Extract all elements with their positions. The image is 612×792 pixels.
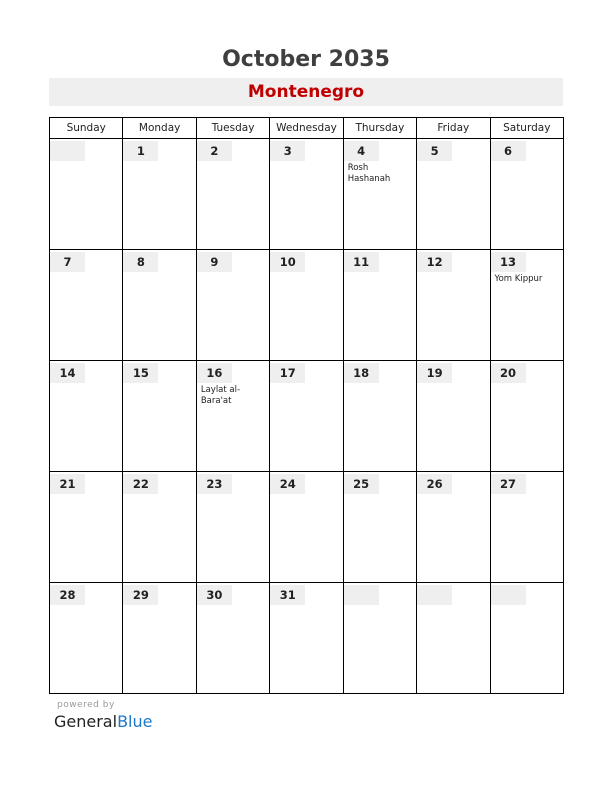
day-cell [196,139,269,250]
country-name: Montenegro [247,82,365,102]
day-number: 23 [197,474,232,494]
week-row [50,250,564,361]
day-cell [417,250,490,361]
day-cell [123,361,196,472]
holiday-label: Yom Kippur [494,274,543,284]
day-cell [490,139,563,250]
day-number: 10 [270,252,305,272]
weekday-header: Thursday [343,118,416,139]
day-cell [50,139,123,250]
day-number: 21 [50,474,85,494]
week-row [50,139,564,250]
day-cell [343,139,416,250]
day-cell [417,139,490,250]
day-number: 2 [197,141,232,161]
holiday-label: Laylat al- Bara'at [200,385,241,406]
day-number: 27 [491,474,526,494]
day-number: 9 [197,252,232,272]
weekday-header: Tuesday [196,118,269,139]
week-row [50,583,564,694]
week-row [50,361,564,472]
day-number: 13 [491,252,526,272]
powered-by-text: powered by [57,700,115,710]
day-number [50,141,85,161]
day-number: 20 [491,363,526,383]
day-number: 26 [417,474,452,494]
day-number: 18 [344,363,379,383]
day-number [344,585,379,605]
day-number: 22 [123,474,158,494]
day-cell [417,361,490,472]
day-cell [270,139,343,250]
day-number: 17 [270,363,305,383]
day-number: 29 [123,585,158,605]
day-number: 14 [50,363,85,383]
day-cell [343,361,416,472]
day-cell [270,583,343,694]
day-cell [196,361,269,472]
day-cell [123,250,196,361]
holiday-label: Rosh Hashanah [347,163,391,184]
day-number [417,585,452,605]
weekday-header: Friday [417,118,490,139]
country-banner [49,78,563,106]
weekday-header: Wednesday [270,118,343,139]
day-cell [343,472,416,583]
day-number: 8 [123,252,158,272]
day-cell [196,583,269,694]
week-row [50,472,564,583]
weekday-header-row [50,118,564,139]
day-number: 16 [197,363,232,383]
day-number: 3 [270,141,305,161]
day-cell [343,250,416,361]
weekday-header: Sunday [50,118,123,139]
day-number: 6 [491,141,526,161]
brand-name-general: General [54,712,118,731]
day-cell [50,361,123,472]
weekday-header: Monday [123,118,196,139]
day-number: 25 [344,474,379,494]
day-cell [123,583,196,694]
brand-name-blue: Blue [117,712,153,731]
page-title: October 2035 [222,47,390,72]
day-cell [123,139,196,250]
day-cell [196,472,269,583]
day-cell [343,583,416,694]
day-number: 11 [344,252,379,272]
day-number: 31 [270,585,305,605]
day-number: 7 [50,252,85,272]
day-cell [123,472,196,583]
day-cell [490,361,563,472]
day-number: 15 [123,363,158,383]
brand-logo[interactable] [54,712,152,731]
day-number: 4 [344,141,379,161]
day-number [491,585,526,605]
day-cell [417,472,490,583]
day-cell [490,250,563,361]
day-number: 30 [197,585,232,605]
day-cell [270,361,343,472]
day-cell [270,472,343,583]
weekday-header: Saturday [490,118,563,139]
calendar-grid [49,117,564,694]
day-cell [50,583,123,694]
day-number: 5 [417,141,452,161]
day-cell [50,250,123,361]
day-cell [196,250,269,361]
day-number: 12 [417,252,452,272]
day-number: 24 [270,474,305,494]
day-number: 28 [50,585,85,605]
day-cell [270,250,343,361]
day-number: 1 [123,141,158,161]
day-number: 19 [417,363,452,383]
day-cell [490,583,563,694]
day-cell [490,472,563,583]
day-cell [50,472,123,583]
day-cell [417,583,490,694]
